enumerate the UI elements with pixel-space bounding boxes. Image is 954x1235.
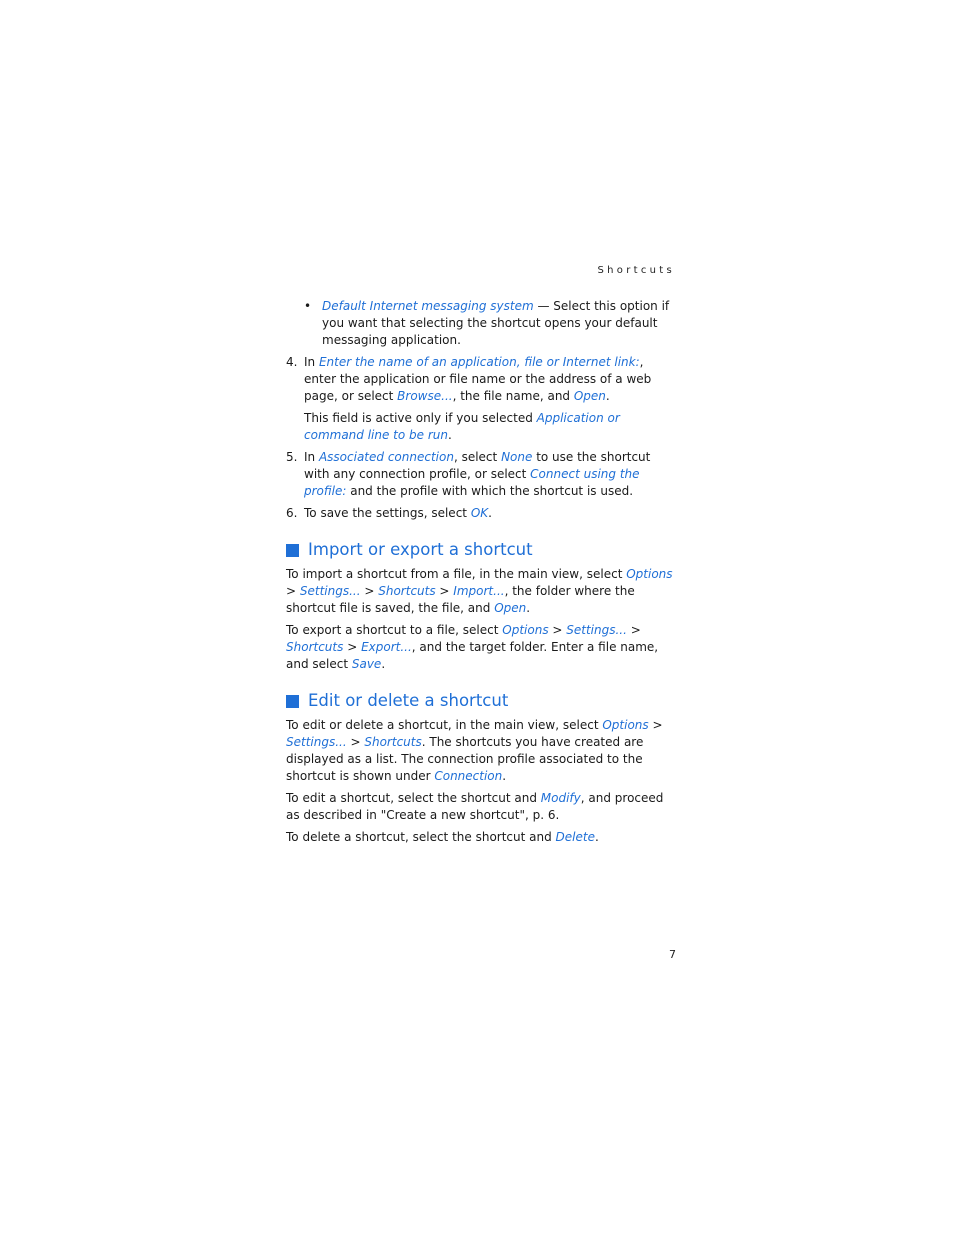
- text-run: >: [548, 623, 567, 637]
- paragraph-delete: [286, 829, 678, 846]
- step-text: [304, 505, 678, 522]
- text-run: , select: [453, 450, 502, 464]
- text-run: , enter the application or file name or the address of a web page, or select: [304, 355, 652, 403]
- text-run: To delete a shortcut, select the shortcut and: [286, 830, 556, 844]
- text-run: To save the settings, select: [304, 506, 471, 520]
- text-run: .: [502, 769, 507, 783]
- text-run: >: [648, 718, 663, 732]
- ui-term-options: Options: [602, 718, 649, 732]
- text-run: to use the shortcut with any connection profile, or select: [304, 450, 651, 481]
- text-run: .: [526, 601, 531, 615]
- ui-term-export: Export...: [361, 640, 412, 654]
- ui-term-ok: OK: [470, 506, 489, 520]
- heading-square-icon: [286, 544, 299, 557]
- text-run: — Select this option if you want that selecting the shortcut opens your default messaging application.: [322, 299, 670, 347]
- ui-term-application-command: Application or command line to be run: [304, 411, 620, 442]
- text-run: , the file name, and: [452, 389, 574, 403]
- ui-term-open: Open: [494, 601, 527, 615]
- ui-term-none: None: [501, 450, 533, 464]
- text-run: In: [304, 355, 319, 369]
- text-run: . The shortcuts you have created are displayed as a list. The connection profile associated to the shortcut is shown under: [286, 735, 644, 783]
- text-run: , and proceed as described in "Create a new shortcut", p. 6.: [286, 791, 664, 822]
- ui-term-shortcuts: Shortcuts: [378, 584, 436, 598]
- ui-term-browse: Browse...: [397, 389, 453, 403]
- text-run: To export a shortcut to a file, select: [286, 623, 503, 637]
- ui-term-delete: Delete: [555, 830, 595, 844]
- ui-term-settings: Settings...: [299, 584, 361, 598]
- step-text: [304, 354, 678, 405]
- text-run: >: [286, 584, 300, 598]
- paragraph-edit: [286, 790, 678, 824]
- ui-term-save: Save: [351, 657, 382, 671]
- ui-term-connection: Connection: [434, 769, 503, 783]
- text-run: >: [435, 584, 454, 598]
- section-heading-import-export: [286, 539, 678, 561]
- text-run: .: [488, 506, 492, 520]
- text-run: To import a shortcut from a file, in the main view, select: [286, 567, 627, 581]
- text-run: and the profile with which the shortcut is used.: [346, 484, 634, 498]
- page-content: [286, 298, 678, 851]
- ui-term-enter-name: Enter the name of an application, file or Internet link:: [318, 355, 640, 369]
- heading-text: Import or export a shortcut: [308, 540, 533, 559]
- text-run: .: [381, 657, 386, 671]
- step-6: [286, 505, 678, 522]
- text-run: This field is active only if you selected: [304, 411, 537, 425]
- ui-term-import: Import...: [453, 584, 505, 598]
- text-run: .: [448, 428, 452, 442]
- ui-term-settings: Settings...: [286, 735, 347, 749]
- section-heading-edit-delete: [286, 690, 678, 712]
- bullet-default-messaging: [286, 298, 678, 349]
- page-number: 7: [669, 948, 676, 961]
- bullet-dot: •: [304, 299, 312, 313]
- ui-term-options: Options: [626, 567, 673, 581]
- step-number: 6.: [286, 506, 298, 520]
- text-run: >: [343, 640, 362, 654]
- text-run: In: [304, 450, 319, 464]
- ui-term-open: Open: [573, 389, 606, 403]
- text-run: , and the target folder. Enter a file name, and select: [286, 640, 659, 671]
- ui-term-default-messaging: Default Internet messaging system: [322, 299, 534, 313]
- text-run: >: [360, 584, 379, 598]
- running-header: Shortcuts: [597, 265, 675, 276]
- ui-term-shortcuts: Shortcuts: [286, 640, 344, 654]
- ui-term-associated-connection: Associated connection: [318, 450, 454, 464]
- ui-term-settings: Settings...: [566, 623, 627, 637]
- paragraph-import: [286, 566, 678, 617]
- text-run: To edit or delete a shortcut, in the main view, select: [286, 718, 603, 732]
- paragraph-edit-delete: [286, 717, 678, 785]
- step-number: 5.: [286, 450, 298, 464]
- text-run: >: [346, 735, 365, 749]
- step-text: [304, 449, 678, 500]
- ui-term-connect-using-profile: Connect using the profile:: [304, 467, 640, 498]
- text-run: , the folder where the shortcut file is saved, the file, and: [286, 584, 635, 615]
- ui-term-options: Options: [502, 623, 549, 637]
- bullet-text: [322, 298, 678, 349]
- heading-text: Edit or delete a shortcut: [308, 691, 509, 710]
- step-4: [286, 354, 678, 444]
- ui-term-shortcuts: Shortcuts: [364, 735, 422, 749]
- text-run: .: [605, 389, 610, 403]
- step-number: 4.: [286, 355, 298, 369]
- text-run: To edit a shortcut, select the shortcut and: [286, 791, 541, 805]
- step-5: [286, 449, 678, 500]
- step-note: [304, 410, 678, 444]
- paragraph-export: [286, 622, 678, 673]
- text-run: >: [626, 623, 641, 637]
- ui-term-modify: Modify: [540, 791, 581, 805]
- text-run: .: [594, 830, 599, 844]
- heading-square-icon: [286, 695, 299, 708]
